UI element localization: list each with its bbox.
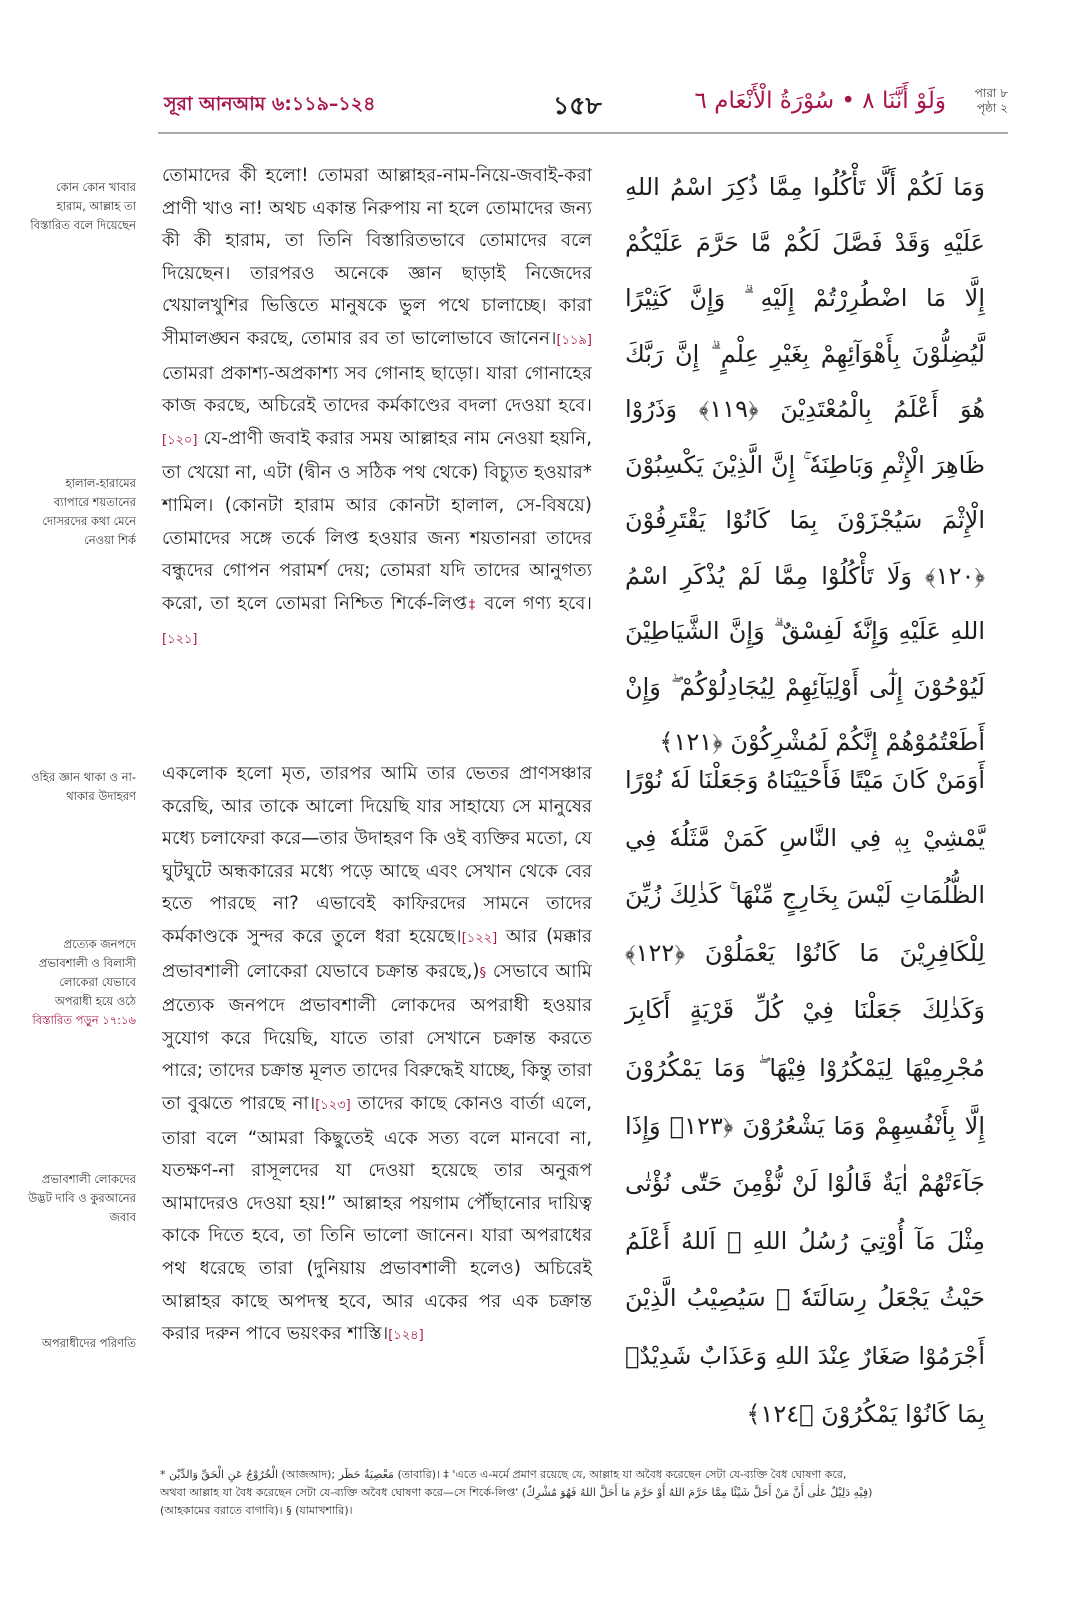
bangla-translation-2 bbox=[162, 758, 592, 1353]
side-note-4 bbox=[28, 935, 136, 1030]
page-header bbox=[158, 86, 1008, 136]
verse-123-text-end: সেভাবে আমি প্রত্যেক জনপদে প্রভাবশালী লোকদের অপরাধী হওয়ার সুযোগ করে দিয়েছি, যাতে তারা সেখানে চক্রান্ত করতে পারে; তাদের চক্রান্ত মূলত তাদের বিরুদ্ধেই যাচ্ছে, কিন্তু তারা তা বুঝতে পারছে না। bbox=[162, 960, 592, 1114]
para-label: পারা ৮ bbox=[974, 86, 1008, 100]
footnotes bbox=[160, 1466, 988, 1520]
arabic-verses-122-124: أَوَمَنْ كَانَ مَيْتًا فَأَحْيَيْنَاهُ وَجَعَلْنَا لَهٗ نُوْرًا يَّمْشِيْ بِهٖ فِي النَّاسِ كَمَنْ مَّثَلُهٗ فِي الظُّلُمَاتِ لَيْسَ بِخَارِجٍ مِّنْهَا ۚ كَذٰلِكَ زُيِّنَ لِلْكَافِرِيْنَ مَا كَانُوْا يَعْمَلُوْنَ ﴿١٢٢﴾ وَكَذٰلِكَ جَعَلْنَا فِيْ كُلِّ قَرْيَةٍ أَكَابِرَ مُجْرِمِيْهَا لِيَمْكُرُوْا فِيْهَا ۖ وَمَا يَمْكُرُوْنَ إِلَّا بِأَنْفُسِهِمْ وَمَا يَشْعُرُوْنَ ﴿١٢٣﴾ وَإِذَا جَآءَتْهُمْ اٰيَةٌ قَالُوْا لَنْ نُّؤْمِنَ حَتّٰى نُؤْتٰى مِثْلَ مَآ أُوْتِيَ رُسُلُ اللهِ ۘ اَللهُ أَعْلَمُ حَيْثُ يَجْعَلُ رِسَالَتَهٗ ۗ سَيُصِيْبُ الَّذِيْنَ أَجْرَمُوْا صَغَارٌ عِنْدَ اللهِ وَعَذَابٌ شَدِيْدٌۢ بِمَا كَانُوْا يَمْكُرُوْنَ ﴿١٢٤﴾ bbox=[625, 766, 985, 1428]
verse-number-123: [১২৩] bbox=[315, 1097, 351, 1113]
arabic-header-title: وَلَوْ أَنَّنَا ٨ • سُوْرَةُ الْأَنْعَام ٦ bbox=[694, 88, 946, 114]
arabic-text-2 bbox=[625, 752, 985, 1443]
arabic-verses-119-121: وَمَا لَكُمْ أَلَّا تَأْكُلُوا مِمَّا ذُكِرَ اسْمُ اللهِ عَلَيْهِ وَقَدْ فَصَّلَ لَكُمْ مَّا حَرَّمَ عَلَيْكُمْ إِلَّا مَا اضْطُرِرْتُمْ إِلَيْهِ ۗ وَإِنَّ كَثِيْرًا لَّيُضِلُّوْنَ بِأَهْوَآئِهِمْ بِغَيْرِ عِلْمٍ ۗ إِنَّ رَبَّكَ هُوَ أَعْلَمُ بِالْمُعْتَدِيْنَ ﴿١١٩﴾ وَذَرُوْا ظَاهِرَ الْإِثْمِ وَبَاطِنَهٗ ۚ إِنَّ الَّذِيْنَ يَكْسِبُوْنَ الْإِثْمَ سَيُجْزَوْنَ بِمَا كَانُوْا يَقْتَرِفُوْنَ ﴿١٢٠﴾ وَلَا تَأْكُلُوْا مِمَّا لَمْ يُذْكَرِ اسْمُ اللهِ عَلَيْهِ وَإِنَّهٗ لَفِسْقٌ ۗ وَإِنَّ الشَّيَاطِيْنَ لَيُوْحُوْنَ إِلٰٓى أَوْلِيَآئِهِمْ لِيُجَادِلُوْكُمْ ۖ وَإِنْ أَطَعْتُمُوْهُمْ إِنَّكُمْ لَمُشْرِكُوْنَ ﴿١٢١﴾ bbox=[625, 173, 986, 756]
verse-number-124: [১২৪] bbox=[388, 1328, 424, 1344]
side-note-4-ref: বিস্তারিত পড়ুন ১৭:১৬ bbox=[32, 1013, 136, 1027]
footnote-line-1: * الْخُرُوْجُ عَنِ الْحَقِّ وَالدِّيْن (আজআদ); مَعْصِيَةٌ حَظَر (তাবারি)। ‡ 'এতে এ-মর্মে প্রমাণ রয়েছে যে, আল্লাহ যা অবৈধ করেছেন সেটা যে-ব্যক্তি বৈধ ঘোষণা করে, bbox=[160, 1468, 847, 1481]
footnote-line-3: (আহকামের বরাতে বাগাবি)। § (যামাখশারি)। bbox=[160, 1504, 353, 1517]
side-note-6: অপরাধীদের পরিণতি bbox=[41, 1336, 136, 1350]
footnote-mark: § bbox=[479, 965, 486, 981]
page-number: ১৫৮ bbox=[553, 91, 602, 120]
footnote-mark: ‡ bbox=[467, 597, 477, 613]
header-divider bbox=[158, 132, 1008, 134]
verse-123-text: আর (মক্কার প্রভাবশালী লোকেরা যেভাবে চক্রান্ত করছে,) bbox=[162, 925, 592, 982]
verse-number-121: [১২১] bbox=[162, 632, 198, 648]
verse-121-text-end: বলে গণ্য হবে। bbox=[476, 592, 592, 614]
verse-number-122: [১২২] bbox=[461, 930, 498, 946]
bangla-translation-1 bbox=[162, 160, 592, 657]
side-note-1: কোন কোন খাবার হারাম, আল্লাহ তা বিস্তারিত বলে দিয়েছেন bbox=[30, 180, 136, 232]
surah-reference: সূরা আনআম ৬:১১৯–১২৪ bbox=[164, 93, 376, 115]
verse-120-text: তোমরা প্রকাশ্য-অপ্রকাশ্য সব গোনাহ ছাড়ো। যারা গোনাহের কাজ করছে, অচিরেই তাদের কর্মকাণ্ডের বদলা দেওয়া হবে। bbox=[162, 362, 592, 417]
side-note-5: প্রভাবশালী লোকদের উদ্ভট দাবি ও কুরআনের জবাব bbox=[28, 1172, 136, 1224]
side-note-2: হালাল-হারামের ব্যাপারে শয়তানের দোসরদের কথা মেনে নেওয়া শির্ক bbox=[42, 476, 136, 547]
verse-number-120: [১২০] bbox=[162, 432, 198, 448]
arabic-text-1 bbox=[625, 160, 985, 771]
verse-121-text: যে-প্রাণী জবাই করার সময় আল্লাহর নাম নেওয়া হয়নি, তা খেয়ো না, এটা (দ্বীন ও সঠিক পথ থেকে) বিচ্যুত হওয়ার* শামিল। (কোনটা হারাম আর কোনটা হালাল, সে-বিষয়ে) তোমাদের সঙ্গে তর্কে লিপ্ত হওয়ার জন্য শয়তানরা তাদের বন্ধুদের গোপন পরামর্শ দেয়; তোমরা যদি তাদের আনুগত্য করো, তা হলে তোমরা নিশ্চিত শির্কে-লিপ্ত bbox=[162, 427, 592, 614]
side-note-3: ওহির জ্ঞান থাকা ও না-থাকার উদাহরণ bbox=[31, 770, 136, 803]
verse-119-text: তোমাদের কী হলো! তোমরা আল্লাহর-নাম-নিয়ে-জবাই-করা প্রাণী খাও না! অথচ একান্ত নিরুপায় না হলে তোমাদের জন্য কী কী হারাম, তা তিনি বিস্তারিতভাবে তোমাদের বলে দিয়েছেন। তারপরও অনেকে জ্ঞান ছাড়াই নিজেদের খেয়ালখুশির ভিত্তিতে মানুষকে ভুল পথে চালাচ্ছে। কারা সীমালঙ্ঘন করছে, তোমার রব তা ভালোভাবে জানেন। bbox=[162, 165, 592, 349]
translation-paragraph bbox=[162, 758, 592, 1353]
para-page-info bbox=[952, 86, 1008, 116]
verse-124-text: তাদের কাছে কোনও বার্তা এলে, তারা বলে “আমরা কিছুতেই একে সত্য বলে মানবো না, যতক্ষণ-না রাসূলদের যা দেওয়া হয়েছে তার অনুরূপ আমাদেরও দেওয়া হয়!” আল্লাহর পয়গাম পৌঁছানোর দায়িত্ব কাকে দিতে হবে, তা তিনি ভালো জানেন। যারা অপরাধের পথ ধরেছে তারা (দুনিয়ায় প্রভাবশালী হলেও) অচিরেই আল্লাহর কাছে অপদস্থ হবে, আর একের পর এক চক্রান্ত করার দরুন পাবে ভয়ংকর শাস্তি। bbox=[162, 1092, 592, 1345]
translation-paragraph bbox=[162, 160, 592, 657]
verse-122-text: একলোক হলো মৃত, তারপর আমি তার ভেতর প্রাণসঞ্চার করেছি, আর তাকে আলো দিয়েছি যার সাহায্যে সে মানুষের মধ্যে চলাফেরা করে—তার উদাহরণ কি ওই ব্যক্তির মতো, যে ঘুটঘুটে অন্ধকারের মধ্যে পড়ে আছে এবং সেখান থেকে বের হতে পারছে না? এভাবেই কাফিরদের সামনে তাদের কর্মকাণ্ডকে সুন্দর করে তুলে ধরা হয়েছে। bbox=[162, 763, 592, 947]
footnote-line-2: অথবা আল্লাহ যা বৈধ করেছেন সেটা যে-ব্যক্তি অবৈধ ঘোষণা করে—সে শির্কে-লিপ্ত' (فِيْهِ دَلِيْلٌ عَلٰى أَنَّ مَنْ أَحَلَّ شَيْئًا مِمَّا حَرَّمَ اللهُ أَوْ حَرَّمَ مَا أَحَلَّ اللهُ فَهُوَ مُشْرِكٌ) bbox=[160, 1486, 873, 1499]
verse-number-119: [১১৯] bbox=[556, 332, 592, 348]
side-note-4-text: প্রত্যেক জনপদে প্রভাবশালী ও বিলাসী লোকেরা যেভাবে অপরাধী হয়ে ওঠে bbox=[38, 937, 136, 1008]
page-label: পৃষ্ঠা ২ bbox=[976, 101, 1008, 115]
